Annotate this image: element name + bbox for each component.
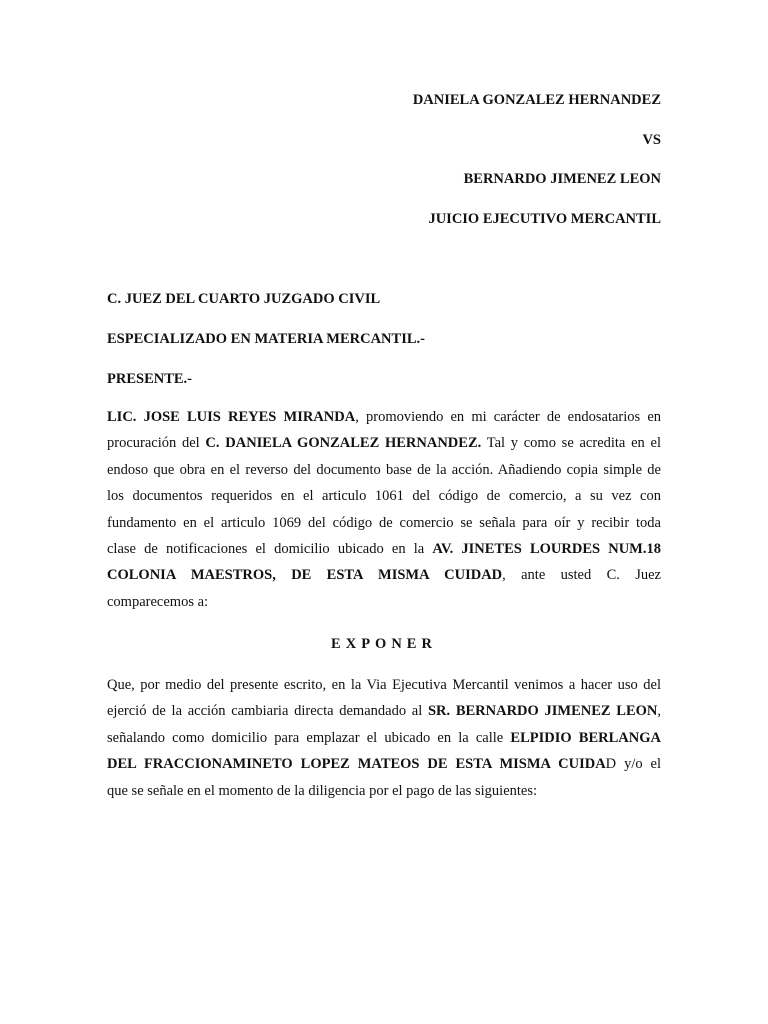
text-run: D y/o el: [605, 756, 662, 773]
paragraph-line: [107, 589, 661, 615]
text-run: que se señale en el momento de la diligencia por el pago de las siguientes:: [107, 782, 538, 799]
address-bold: DEL FRACCIONAMINETO LOPEZ MATEOS DE ESTA MISMA CUIDA: [107, 756, 606, 773]
paragraph-line: [107, 536, 661, 562]
caption-plaintiff: DANIELA GONZALEZ HERNANDEZ: [412, 92, 661, 108]
addressee-line-3: PRESENTE.-: [107, 371, 193, 387]
paragraph-line: [107, 725, 661, 751]
text-run: comparecemos a:: [107, 593, 209, 610]
text-run: los documentos requeridos en el articulo 1061 del código de comercio, a su vez con: [107, 488, 661, 505]
text-run: endoso que obra en el reverso del documento base de la acción. Añadiendo copia simple de: [107, 461, 661, 478]
text-run: ,: [657, 703, 661, 720]
paragraph-line: [107, 483, 661, 509]
paragraph-line: [107, 778, 661, 804]
text-run: clase de notificaciones el domicilio ubicado en la: [107, 540, 433, 557]
paragraph-line: [107, 510, 661, 536]
paragraph-exposition: [107, 672, 661, 804]
caption-case-type: JUICIO EJECUTIVO MERCANTIL: [428, 211, 661, 227]
caption-versus: VS: [642, 132, 661, 148]
paragraph-line: [107, 672, 661, 698]
text-run: procuración del: [107, 435, 206, 452]
paragraph-line: [107, 751, 661, 777]
text-run: Que, por medio del presente escrito, en la Via Ejecutiva Mercantil venimos a hacer uso del: [107, 677, 661, 693]
paragraph-promovente: [107, 404, 661, 615]
address-bold: ELPIDIO BERLANGA: [510, 729, 661, 746]
attorney-name: LIC. JOSE LUIS REYES MIRANDA: [107, 409, 356, 425]
paragraph-line: [107, 430, 661, 456]
client-name: C. DANIELA GONZALEZ HERNANDEZ.: [205, 435, 482, 452]
address-bold: COLONIA MAESTROS, DE ESTA MISMA CUIDAD: [107, 567, 503, 584]
address-bold: AV. JINETES LOURDES NUM.18: [432, 540, 661, 557]
paragraph-line: [107, 698, 661, 724]
text-run: fundamento en el articulo 1069 del código de comercio se señala para oír y recibir toda: [107, 514, 661, 531]
text-run: , ante usted C. Juez: [502, 567, 661, 584]
paragraph-line: [107, 404, 661, 430]
defendant-name: SR. BERNARDO JIMENEZ LEON: [427, 703, 658, 720]
paragraph-line: [107, 562, 661, 588]
section-heading: EXPONER: [331, 636, 437, 652]
addressee-line-2: ESPECIALIZADO EN MATERIA MERCANTIL.-: [107, 331, 425, 347]
addressee-line-1: C. JUEZ DEL CUARTO JUZGADO CIVIL: [107, 291, 381, 307]
text-run: , promoviendo en mi carácter de endosatarios en: [355, 409, 662, 425]
text-run: ejerció de la acción cambiaria directa demandado al: [107, 703, 428, 720]
text-run: Tal y como se acredita en el: [481, 435, 661, 452]
paragraph-line: [107, 457, 661, 483]
text-run: señalando como domicilio para emplazar el ubicado en la calle: [107, 729, 511, 746]
caption-defendant: BERNARDO JIMENEZ LEON: [463, 171, 661, 187]
